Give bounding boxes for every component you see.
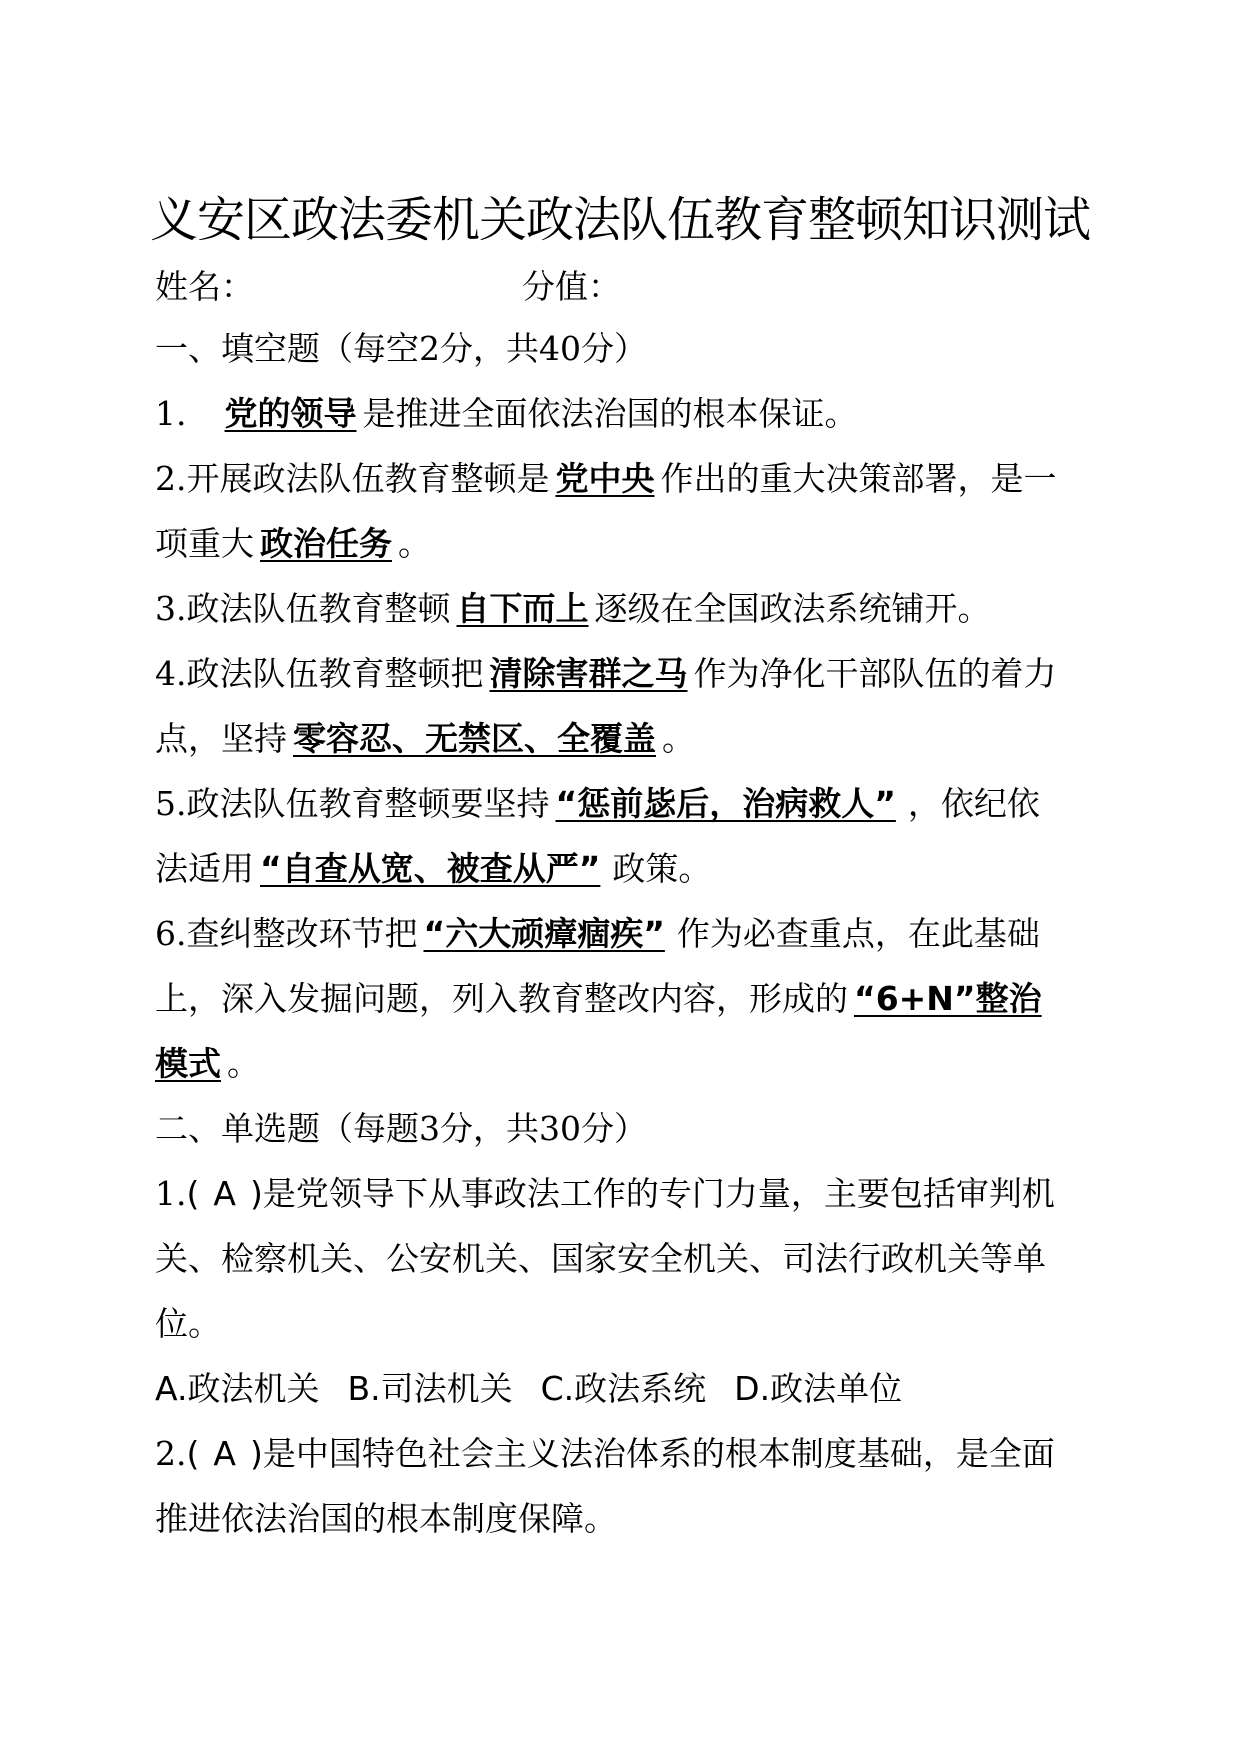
answer-blank: 零容忍、无禁区、全覆盖 xyxy=(293,719,656,758)
answer-blank: 党的领导 xyxy=(224,394,357,433)
choice-question-1-cont: 关、检察机关、公安机关、国家安全机关、司法行政机关等单 xyxy=(155,1239,1046,1278)
answer-blank: “自查从宽、被查从严” xyxy=(260,849,601,888)
fill-question-2: 2.开展政法队伍教育整顿是 党中央 作出的重大决策部署，是一 xyxy=(155,459,1057,498)
fill-question-6-cont: 上，深入发掘问题，列入教育整改内容，形成的 “6+N”整治 xyxy=(155,979,1042,1018)
option-d: D.政法单位 xyxy=(734,1369,903,1408)
option-b: B.司法机关 xyxy=(347,1369,513,1408)
choice-question-1: 1.( A )是党领导下从事政法工作的专门力量，主要包括审判机 xyxy=(155,1174,1055,1213)
answer-blank: 清除害群之马 xyxy=(489,654,688,693)
fill-question-2-cont: 项重大 政治任务 。 xyxy=(155,524,431,563)
answer-blank: “六大顽瘴痼疾” xyxy=(423,914,665,953)
choice-question-1-cont2: 位。 xyxy=(155,1304,221,1343)
choice-answer: A xyxy=(213,1174,236,1213)
answer-blank: 模式 xyxy=(155,1044,221,1083)
fill-question-1: 1. 党的领导 是推进全面依法治国的根本保证。 xyxy=(155,394,858,433)
name-label: 姓名： xyxy=(155,267,254,306)
fill-question-3: 3.政法队伍教育整顿 自下而上 逐级在全国政法系统铺开。 xyxy=(155,589,991,628)
fill-question-4: 4.政法队伍教育整顿把 清除害群之马 作为净化干部队伍的着力 xyxy=(155,654,1057,693)
answer-blank: “惩前毖后，治病救人” xyxy=(555,784,896,823)
choice-question-2-cont: 推进依法治国的根本制度保障。 xyxy=(155,1499,617,1538)
score-label: 分值： xyxy=(522,267,621,306)
option-c: C.政法系统 xyxy=(540,1369,707,1408)
choice-question-2: 2.( A )是中国特色社会主义法治体系的根本制度基础，是全面 xyxy=(155,1434,1055,1473)
option-a: A.政法机关 xyxy=(155,1369,320,1408)
page-title: 义安区政法委机关政法队伍教育整顿知识测试 xyxy=(150,192,1091,248)
answer-blank: 自下而上 xyxy=(456,589,589,628)
answer-blank: 党中央 xyxy=(555,459,655,498)
choice-question-1-options xyxy=(155,1367,1085,1411)
section-1-heading: 一、填空题（每空2分，共40分） xyxy=(155,329,647,368)
header-row xyxy=(155,265,1085,309)
fill-question-6: 6.查纠整改环节把 “六大顽瘴痼疾” 作为必查重点，在此基础 xyxy=(155,914,1040,953)
choice-answer: A xyxy=(213,1434,236,1473)
answer-blank: “6+N”整治 xyxy=(854,979,1042,1018)
section-2-heading: 二、单选题（每题3分，共30分） xyxy=(155,1109,647,1148)
fill-question-5-cont: 法适用 “自查从宽、被查从严” 政策。 xyxy=(155,849,712,888)
fill-question-4-cont: 点，坚持 零容忍、无禁区、全覆盖 。 xyxy=(155,719,695,758)
answer-blank: 政治任务 xyxy=(260,524,392,563)
fill-question-6-cont2: 模式 。 xyxy=(155,1044,260,1083)
fill-question-5: 5.政法队伍教育整顿要坚持 “惩前毖后，治病救人” ，依纪依 xyxy=(155,784,1040,823)
